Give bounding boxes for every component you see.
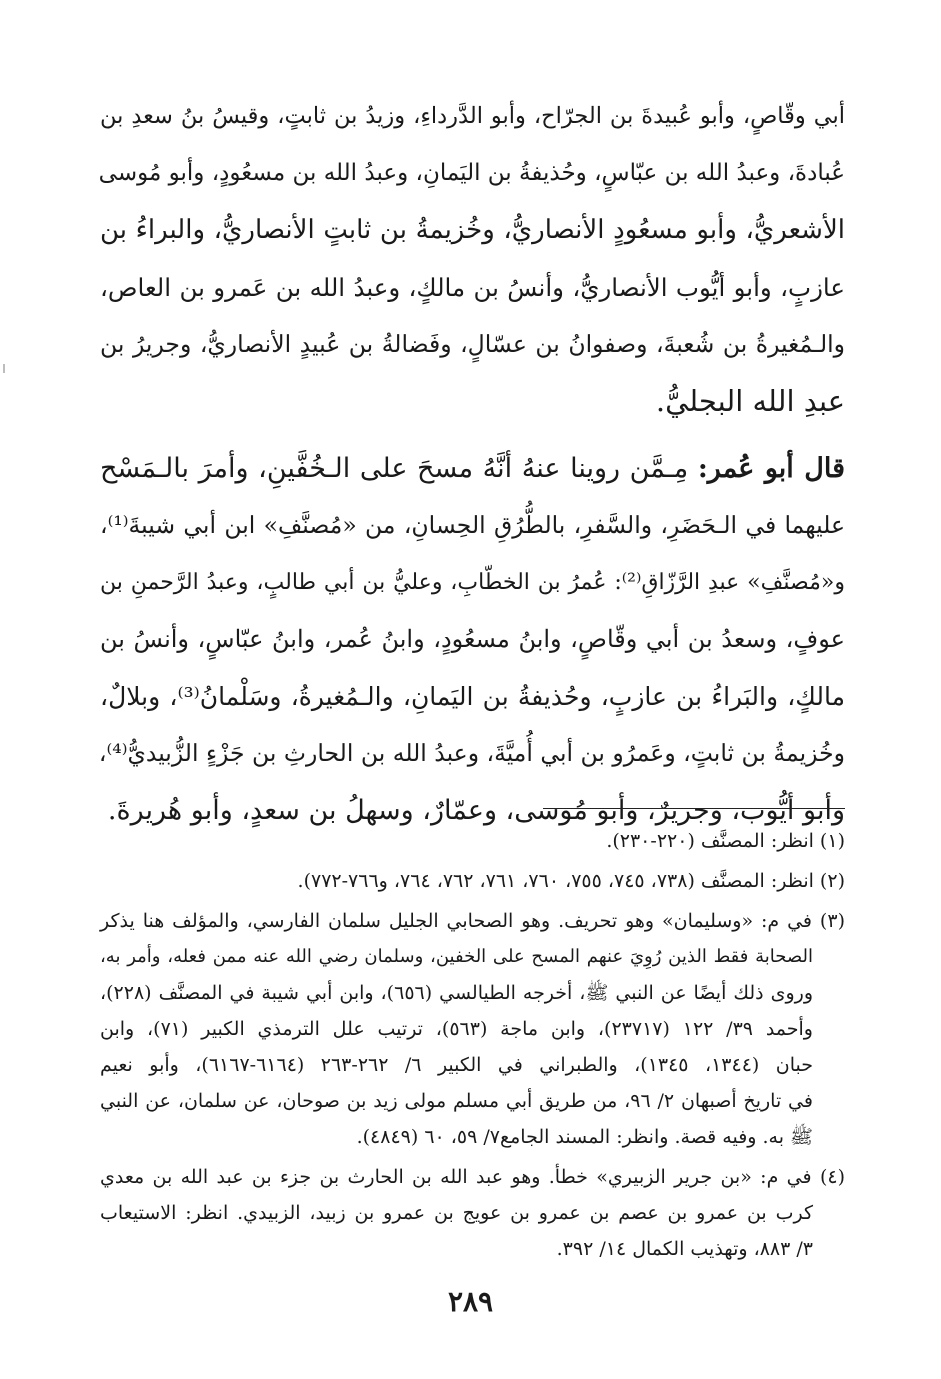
paragraph-2	[100, 440, 845, 839]
text-line	[100, 440, 845, 497]
footnote-line: (١) انظر: المصنَّف (٢٢٠-٢٣٠).	[606, 830, 845, 852]
footnote-line: (٤) في م: «بن جرير الزبيري» خطأ. وهو عبد الله بن الحارث بن جزء بن عبد الله بن معدي	[100, 1166, 845, 1188]
footnote-1	[100, 823, 845, 859]
text-line: عازبٍ، وأبو أيُّوب الأنصاريُّ، وأنسُ بن مالكٍ، وعبدُ الله بن عَمرو بن العاص،	[100, 273, 845, 302]
text-line: أبي وقّاصٍ، وأبو عُبيدةَ بن الجرّاح، وأبو الدَّرداءِ، وزيدُ بن ثابتٍ، وقيسُ بنُ سعدِ بن	[100, 103, 845, 129]
footnote-line: (٣) في م: «وسليمان» وهو تحريف. وهو الصحابي الجليل سلمان الفارسي، والمؤلف هنا يذكر	[100, 910, 845, 932]
text-line: عوفٍ، وسعدُ بن أبي وقّاصٍ، وابنُ مسعُودٍ، وابنُ عُمر، وابنُ عبّاسٍ، وأنسُ بن	[100, 625, 845, 653]
margin-mark	[3, 364, 5, 373]
text-line: وخُزيمةُ بن ثابتٍ، وعَمرُو بن أبي أُميَّةَ، وعبدُ الله بن الحارثِ بن جَزْءٍ الزُّبيديُّ⁽⁴⁾،	[98, 739, 845, 767]
speaker-label: قال أبو عُمر:	[697, 453, 845, 484]
text-span: مِـمَّن روينا عنهُ أنَّهُ مسحَ على الـخُفَّينِ، وأمرَ بالـمَسْح	[100, 453, 698, 484]
footnote-line: وأحمد ٣٩/ ١٢٢ (٢٣٧١٧)، وابن ماجة (٥٦٣)، ترتيب علل الترمذي الكبير (٧١)، وابن	[100, 1018, 813, 1040]
footnotes	[100, 823, 845, 1267]
text-line: والـمُغيرةُ بن شُعبةَ، وصفوانُ بن عسّالٍ، وفَضالةُ بن عُبيدٍ الأنصاريُّ، وجريرُ بن	[100, 330, 845, 358]
text-line: الأشعريُّ، وأبو مسعُودٍ الأنصاريُّ، وخُزيمةُ بن ثابتٍ الأنصاريُّ، والبراءُ بن	[100, 215, 845, 245]
footnote-line: ٣/ ٨٨٣، وتهذيب الكمال ١٤/ ٣٩٢.	[556, 1238, 813, 1260]
text-line: وأبو أيُّوب، وجريرٌ، وأبو مُوسى، وعمّارٌ، وسهلُ بن سعدٍ، وأبو هُريرةَ.	[107, 795, 845, 826]
page-number: ٢٨٩	[447, 1285, 494, 1318]
footnote-2	[100, 863, 845, 899]
footnote-line: كرب بن عمرو بن عصم بن عمرو بن عويج بن عمرو بن زبيد، الزبيدي. انظر: الاستيعاب	[100, 1202, 813, 1224]
text-line: عُبادةَ، وعبدُ الله بن عبّاسٍ، وحُذيفةُ بن اليَمانِ، وعبدُ الله بن مسعُودٍ، وأبو مُوسى	[98, 160, 845, 186]
footnote-3	[100, 903, 845, 1155]
text-line: مالكٍ، والبَراءُ بن عازبٍ، وحُذيفةُ بن اليَمانِ، والـمُغيرةُ، وسَلْمانُ⁽³⁾، وبلالٌ،	[100, 682, 845, 711]
footnote-line: وروى ذلك أيضًا عن النبي ﷺ، أخرجه الطيالسي (٦٥٦)، وابن أبي شيبة في المصنَّف (٢٢٨)،	[100, 982, 814, 1004]
footnote-line: ﷺ به. وفيه قصة. وانظر: المسند الجامع٧/ ٥٩، ٦٠ (٤٨٤٩).	[356, 1126, 813, 1148]
footnote-separator	[543, 808, 845, 809]
footnote-4	[100, 1159, 845, 1267]
text-line: عليهما في الـحَضَرِ، والسَّفرِ، بالطُّرُقِ الحِسانِ، من «مُصنَّفِ» ابن أبي شيبةَ⁽¹⁾،	[100, 511, 845, 539]
main-text	[100, 88, 845, 839]
text-line: عبدِ الله البجليُّ.	[655, 384, 845, 418]
paragraph-1	[100, 88, 845, 430]
text-line: و«مُصنَّفِ» عبدِ الرَّزّاقِ⁽²⁾: عُمرُ بن الخطّابِ، وعليُّ بن أبي طالبٍ، وعبدُ الرَّحمنِ بن	[100, 570, 845, 595]
footnote-line: في تاريخ أصبهان ٢/ ٩٦، من طريق أبي مسلم مولى زيد بن صوحان، عن سلمان، عن النبي	[100, 1090, 813, 1112]
footnote-line: (٢) انظر: المصنَّف (٧٣٨، ٧٤٥، ٧٥٥، ٧٦٠، ٧٦١، ٧٦٢، ٧٦٤، و٧٦٦-٧٧٢).	[297, 870, 845, 892]
footnote-line: حبان (١٣٤٤، ١٣٤٥)، والطبراني في الكبير ٦/ ٢٦٢-٢٦٣ (٦١٦٤-٦١٦٧)، وأبو نعيم	[100, 1054, 813, 1076]
footnote-line: الصحابة فقط الذين رُوِيَ عنهم المسح على الخفين، وسلمان رضي الله عنه ممن فعله، وأمر به،	[100, 946, 813, 967]
